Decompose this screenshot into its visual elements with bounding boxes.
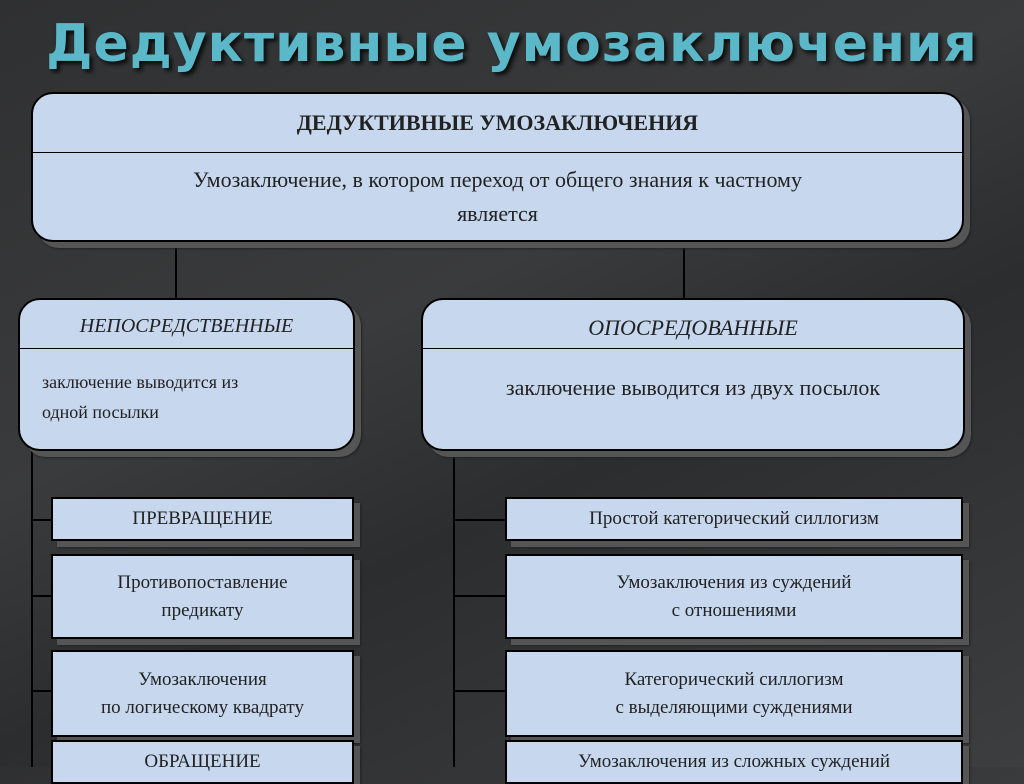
slide-title: Дедуктивные умозаключения [46,14,978,74]
mediated-node-definition: заключение выводится из двух посылок [505,375,881,400]
leaf-line2: предикату [161,599,244,621]
immediate-node-definition-line2: одной посылки [42,402,159,422]
connector-root-left [175,240,177,298]
immediate-node-heading: НЕПОСРЕДСТВЕННЫЕ [20,300,353,349]
immediate-type-logical-square [51,650,354,737]
root-node-heading: ДЕДУКТИВНЫЕ УМОЗАКЛЮЧЕНИЯ [33,94,962,153]
leaf-line2: с выделяющими суждениями [615,696,853,718]
leaf-line1: ОБРАЩЕНИЕ [144,751,261,772]
leaf-line1: Категорический силлогизм [624,668,844,690]
connector-right-3 [453,690,505,692]
root-node-definition-line1: Умозаключение, в котором переход от общего знания к частному [193,167,802,192]
root-node-definition-line2: является [457,201,538,226]
leaf-line1: Умозаключения [138,668,267,690]
connector-left-3 [31,690,51,692]
immediate-type-inversion [51,740,354,784]
leaf-line1: Простой категорический силлогизм [589,508,879,529]
mediated-type-complex-judgments [505,740,963,784]
root-node [31,92,964,242]
leaf-line2: с отношениями [671,599,797,621]
mediated-type-simple-syllogism [505,497,963,541]
connector-root-right [683,240,685,298]
leaf-line1: Умозаключения из суждений [616,571,852,593]
mediated-node-heading: ОПОСРЕДОВАННЫЕ [423,300,963,349]
immediate-node [18,298,355,451]
right-spine [453,449,455,767]
immediate-node-definition [20,349,353,427]
connector-right-1 [453,519,505,521]
mediated-type-exclusive-syllogism [505,650,963,737]
leaf-line2: по логическому квадрату [101,696,304,718]
immediate-node-definition-line1: заключение выводится из [42,372,239,392]
immediate-type-contraposition [51,554,354,639]
root-node-definition [33,153,962,231]
leaf-line1: ПРЕВРАЩЕНИЕ [132,508,273,529]
leaf-line1: Противопоставление [117,571,288,593]
mediated-type-relational [505,554,963,639]
left-spine [31,449,33,767]
leaf-line1: Умозаключения из сложных суждений [577,751,891,772]
immediate-type-conversion [51,497,354,541]
connector-left-1 [31,519,51,521]
connector-right-2 [453,595,505,597]
mediated-node [421,298,965,451]
connector-left-2 [31,595,51,597]
